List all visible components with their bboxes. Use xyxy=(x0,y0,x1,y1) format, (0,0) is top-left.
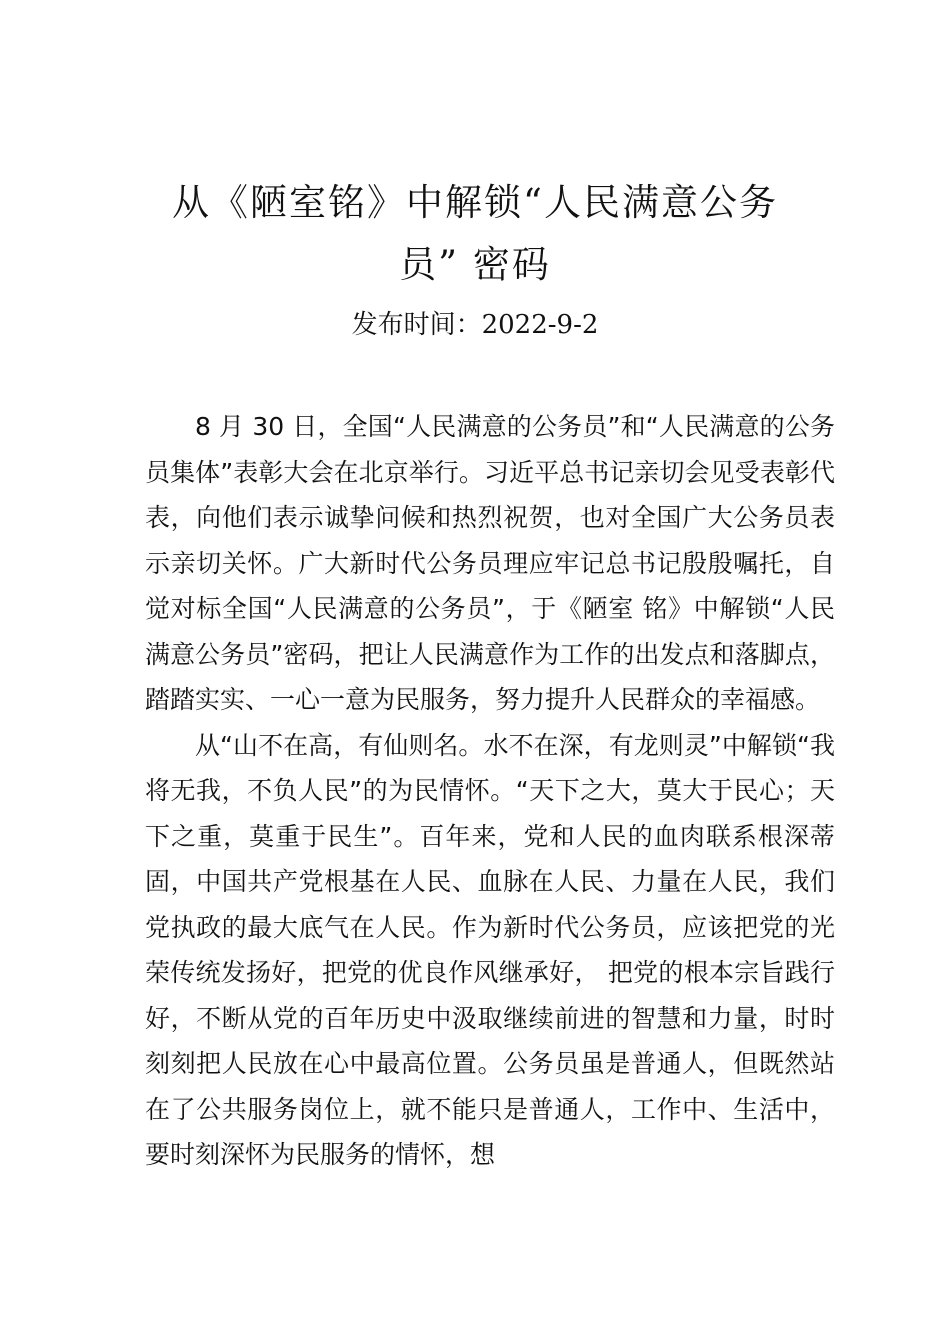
article-body xyxy=(145,404,835,1178)
paragraph: 8 月 30 日，全国“人民满意的公务员”和“人民满意的公务员集体”表彰大会在北京举行。习近平总书记亲切会见受表彰代表，向他们表示诚挚问候和热烈祝贺，也对全国广大公务员表示亲切关怀。广大新时代公务员理应牢记总书记殷殷嘱托，自觉对标全国“人民满意的公务员”，于《陋室 铭》中解锁“人民满意公务员”密码，把让人民满意作为工作的出发点和落脚点，踏踏实实、一心一意为民服务，努力提升人民群众的幸福感。 xyxy=(145,412,835,714)
paragraph: 从“山不在高，有仙则名。水不在深，有龙则灵”中解锁“我将无我，不负人民”的为民情怀。“天下之大，莫大于民心；天下之重，莫重于民生”。百年来，党和人民的血肉联系根深蒂固，中国共产党根基在人民、血脉在人民、力量在人民，我们党执政的最大底气在人民。作为新时代公务员，应该把党的光荣传统发扬好，把党的优良作风继承好， 把党的根本宗旨践行好，不断从党的百年历史中汲取继续前进的智慧和力量，时时刻刻把人民放在心中最高位置。公务员虽是普通人，但既然站在了公共服务岗位上，就不能只是普通人，工作中、生活中，要时刻深怀为民服务的情怀，想 xyxy=(145,730,835,1169)
article-title: 从《陋室铭》中解锁“人民满意公务 员” 密码 xyxy=(172,181,778,286)
publish-date: 发布时间：2022-9-2 xyxy=(351,310,599,340)
